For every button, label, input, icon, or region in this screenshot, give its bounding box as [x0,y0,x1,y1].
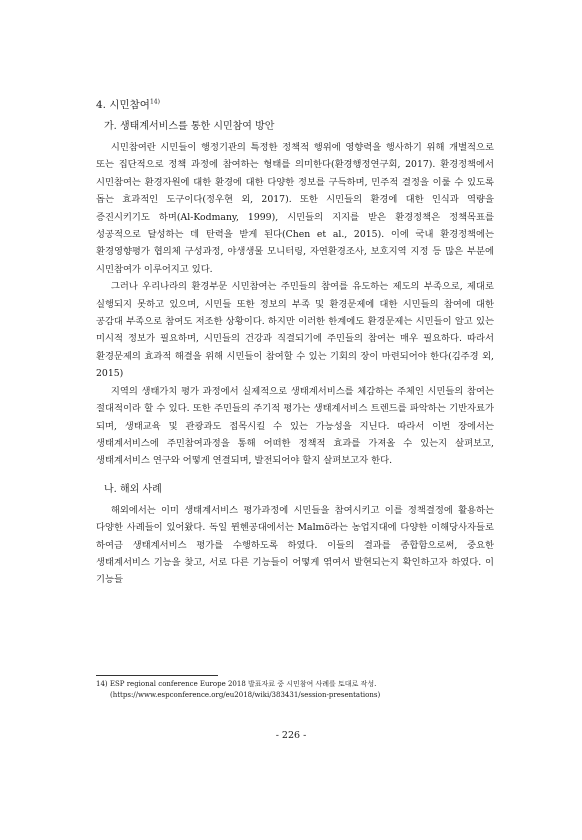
paragraph: 해외에서는 이미 생태계서비스 평가과정에 시민들을 참여시키고 이를 정책결정에 활용하는 다양한 사례들이 있어왔다. 독일 뮌헨공대에서는 Malmö라는 농업지대에 다양한 이해당사자들로 하여금 생태계서비스 평가를 수행하도록 하였다. 이들의 결과를 종합함으로써, 중요한 생태계서비스 기능을 찾고, 서로 다른 기능들이 어떻게 엮여서 발현되는지 확인하고자 하였다. 이 기능들 [96,504,494,586]
footnote-text: 14) ESP regional conference Europe 2018 발표자료 중 시민참여 사례를 토대로 작성. [96,680,377,688]
page-number: - 226 - [275,730,307,741]
paragraph: 시민참여란 시민들이 행정기관의 특정한 정책적 행위에 영향력을 행사하기 위해 개별적으로 또는 집단적으로 정책 과정에 참여하는 형태를 의미한다(환경행정연구회, 2017). 환경정책에서 시민참여는 환경자원에 대한 환경에 대한 다양한 정보를 구득하며, 민주적 결정을 이룰 수 있도록 돕는 효과적인 도구이다(정우현 외, 2017). 또한 시민들의 환경에 대한 인식과 역량을 증진시키기도 하며(Al-Kodmany, 1999), 시민들의 지지를 받은 환경정책은 정책목표를 성공적으로 달성하는 데 탄력을 받게 된다(Chen et al., 2015). 이에 국내 환경정책에는 환경영향평가 협의체 구성과정, 야생생물 모니터링, 자연환경조사, 보호지역 지정 등 많은 부분에 시민참여가 이루어지고 있다. [96,142,494,275]
footnote [96,679,496,701]
footnote-url[interactable]: (https://www.espconference.org/eu2018/wiki/383431/session-presentations) [110,691,381,699]
paragraph: 그러나 우리나라의 환경부문 시민참여는 주민들의 참여를 유도하는 제도의 부족으로, 제대로 실행되지 못하고 있으며, 시민들 또한 정보의 부족 및 환경문제에 대한 시민들의 참여에 대한 공감대 부족으로 참여도 저조한 상황이다. 하지만 이러한 한계에도 환경문제는 시민들이 알고 있는 미시적 정보가 필요하며, 시민들의 건강과 직결되기에 주민들의 참여는 매우 필요하다. 따라서 환경문제의 효과적 해결을 위해 시민들이 참여할 수 있는 기회의 장이 마련되어야 한다(김주경 외, 2015) [96,281,494,380]
paragraph: 지역의 생태가치 평가 과정에서 실제적으로 생태계서비스를 체감하는 주체인 시민들의 참여는 절대적이라 할 수 있다. 또한 주민들의 주기적 평가는 생태계서비스 트렌드를 파악하는 기반자료가 되며, 생태교육 및 관광과도 접목시킬 수 있는 가능성을 지닌다. 따라서 이번 장에서는 생태계서비스에 주민참여과정을 통해 어떠한 정책적 효과를 가져올 수 있는지 살펴보고, 생태계서비스 연구와 어떻게 연결되며, 발전되어야 할지 살펴보고자 한다. [96,385,494,467]
footnote-ref[interactable]: 14) [149,98,160,106]
page-body [96,97,494,589]
subsection-a-title: 가. 생태계서비스를 통한 시민참여 방안 [104,121,275,132]
subsection-b-title: 나. 해외 사례 [104,483,162,495]
footnote-divider [96,675,218,676]
section-heading-text: 4. 시민참여 [96,99,150,111]
section-heading [96,97,494,113]
